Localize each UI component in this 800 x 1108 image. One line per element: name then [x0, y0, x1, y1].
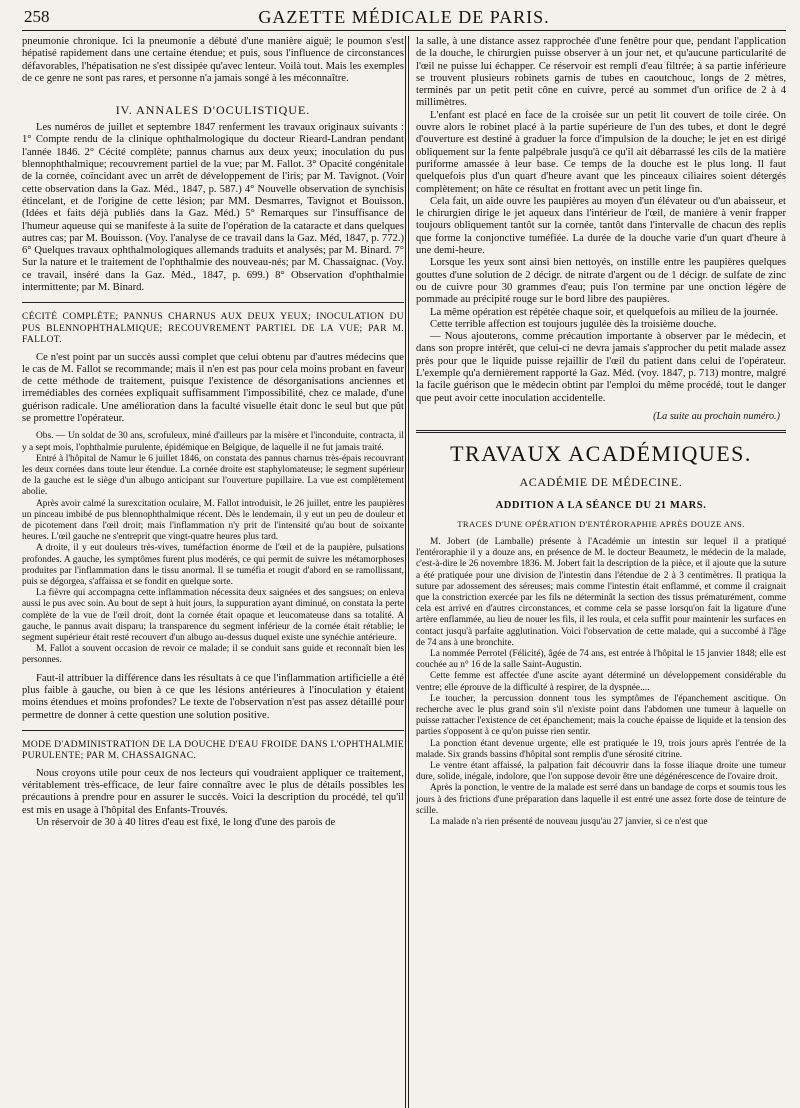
article-heading: TRACES D'UNE OPÉRATION D'ENTÉRORAPHIE APRÈS DOUZE ANS.: [457, 518, 745, 529]
paragraph: M. Jobert (de Lamballe) présente à l'Académie un intestin sur lequel il a pratiqué l'entéroraphie il y a douze ans, en présence de M. le docteur Beaumetz, le médecin de la malade, c'est-à-dire le 26 novembre 1836. M. Jobert fait la description de la pièce, et il ajoute que la suture a été pratiquée pour une division de l'intestin dans l'étendue de 2 à 3 centimètres. Il pratiqua la suture par adossement des séreuses; mais comme l'intestin était enflammé, et comme il craignait que la constriction exercée par les fils ne déterminât la section des tissus prématurément, comme cela est arrivé en d'autres circonstances, et comme cela se passe lorsqu'on fait la ligature d'une artère enflammée, au lieu de nouer les fils, il les roula, et cela suffit pour maintenir les surfaces en contact jusqu'à parfaite agglutination. Voici l'observation de cette malade, qui a succombé à l'âge de 74 ans à une bronchite.: [416, 536, 786, 648]
paragraph: Cette femme est affectée d'une ascite ayant déterminé un développement considérable du ventre; elle éprouve de la difficulté à respirer, de la dyspnée....: [416, 671, 786, 693]
paragraph: la salle, à une distance assez rapprochée d'une fenêtre pour que, pendant l'application de la douche, le chirurgien puisse observer à un jour net, et qu'aucune particularité de l'œil ne puisse lui échapper. Ce réservoir est rempli d'eau filtrée; à sa partie inférieure se trouvent plusieurs robinets garnis de tubes en caoutchouc, longs de 2 mètres, terminés par un petit petit cône en cuivre, percé au sommet d'un orifice de 2 à 4 millimètres.: [416, 36, 786, 109]
paragraph: Cette terrible affection est toujours jugulée dès la troisième douche.: [430, 318, 717, 330]
paragraph: pneumonie chronique. Ici la pneumonie a débuté d'une manière aiguë; le poumon s'est hépatisé rapidement dans une certaine étendue; et puis, sous l'influence de circonstances défavorables, l'hépatisation ne s'est dissipée qu'avec lenteur. Voilà tout. Mais les exemples de ce genre ne sont pas rares, et personne n'a jamais songé à les méconnaître.: [22, 36, 404, 84]
observation-paragraph: M. Fallot a souvent occasion de revoir ce malade; il se conduit sans guide et reconnaît bien les personnes.: [22, 644, 404, 666]
paragraph: — Nous ajouterons, comme précaution importante à observer par le médecin, et dans son propre intérêt, que celui-ci ne devra jamais s'approcher du petit malade assez près pour que le liquide puisse rejaillir de l'œil du patient dans celui de l'opérateur. L'exemple qu'a dernièrement rapporté la Gaz. Méd. (voy. 1847, p. 713) montre, malgré la facile guérison que le médecin obtint par l'emploi du même procédé, tout le danger que peut avoir cette inoculation accidentelle.: [416, 331, 786, 404]
paragraph: Après la ponction, le ventre de la malade est serré dans un bandage de corps et soumis tous les jours à des frictions d'une préparation dans laquelle il est entré une assez forte dose de teinture de scille.: [416, 783, 786, 816]
observation-paragraph: La fièvre qui accompagna cette inflammation nécessita deux saignées et des sangsues; on enleva aussi le pus avec soin. Au bout de sept à huit jours, la suppuration ayant diminué, on constata la perte complète de la vue de l'œil droit, dont la cornée était opaque et leucomateuse dans sa totalité. A gauche, le pannus avait disparu; la transparence du segment inférieur de la cornée était rétablie; le segment supérieur était resté recouvert d'un albugo au-dessus duquel existe une synéchie antérieure.: [22, 588, 404, 643]
paragraph: La malade n'a rien présenté de nouveau jusqu'au 27 janvier, si ce n'est que: [430, 816, 708, 827]
paragraph: Cela fait, un aide ouvre les paupières au moyen d'un élévateur ou d'un abaisseur, et le chirurgien dirige le jet aqueux dans l'intérieur de l'œil, de manière à venir frapper toujours obliquement tantôt sur la cornée, tantôt dans l'intervalle de chacun des replis que forme la conjonctive tuméfiée. La durée de la douche varie d'un quart d'heure à une demi-heure.: [416, 195, 786, 257]
journal-title: GAZETTE MÉDICALE DE PARIS.: [258, 7, 550, 27]
right-column: [416, 36, 786, 1108]
paragraph: La nommée Perrotel (Félicité), âgée de 74 ans, est entrée à l'hôpital le 15 janvier 1848; elle est couchée au n° 16 de la salle Saint-Augustin.: [416, 648, 786, 671]
section-title: IV. ANNALES D'OCULISTIQUE.: [115, 103, 311, 118]
article-heading: CÉCITÉ COMPLÈTE; PANNUS CHARNUS AUX DEUX YEUX; INOCULATION DU PUS BLENNOPHTHALMIQUE; RECOUVREMENT PARTIEL DE LA VUE; PAR M. FALLOT.: [22, 311, 404, 346]
paragraph: Lorsque les yeux sont ainsi bien nettoyés, on instille entre les paupières quelques gouttes d'une solution de 2 décigr. de nitrate d'argent ou de 1 décigr. de sulfate de zinc ou de cuivre pour 30 grammes d'eau; puis l'on termine par une onction légère de pommade au précipité rouge sur le bord libre des paupières.: [416, 257, 786, 306]
paragraph: Les numéros de juillet et septembre 1847 renferment les travaux originaux suivants : 1° Compte rendu de la clinique ophthalmologique du docteur Rieard-Landran pendant l'année 1846. 2° Cécité complète; pannus charnus aux deux yeux; inoculation du pus blennophthalmique; recouvrement partiel de la vue; par M. Fallot. 3° Opacité congénitale de la cornée, coïncidant avec un arrêt de développement de l'iris; par M. Tavignot. (Voir cette observation dans la Gaz. Méd., 1847, p. 587.) 4° Nouvelle observation de synchisis étincelant, et de l'origine de cette lésion; par MM. Desmarres, Tavignot et Bouisson. (Idées et faits déjà publiés dans la Gaz. Méd.) 5° Remarques sur l'insuffisance de l'humeur aqueuse qui se manifeste à la suite de l'opération de la cataracte et dans quelques autres cas; par M. Bouisson. (Voy. l'analyse de ce travail dans la Gaz. Méd, 1847, p. 772.) 6° Quelques travaux ophthalmologiques allemands traduits et analysés; par M. Binard. 7° Sur la nature et le traitement de l'ophthalmie des nouveau-nés; par M. Chassaignac. (Voy. ce travail, inséré dans la Gaz. Méd., 1847, p. 699.) 8° Observation d'ophthalmie intermittente; par M. Binard.: [22, 122, 404, 294]
observation-paragraph: A droite, il y eut douleurs très-vives, tuméfaction énorme de l'œil et de la paupière, pulsations profondes. A gauche, les symptômes furent plus modérés, ce qui permit de suivre les métamorphoses produites par l'inflammation dans le tissu anormal. Il se tuméfia et rougit d'abord en se ramollissant, puis se dégorgea, s'affaissa et se fondit en quelque sorte.: [22, 543, 404, 587]
paragraph: Le ventre étant affaissé, la palpation fait découvrir dans la fosse iliaque droite une tumeur dure, solide, inégale, indolore, que l'on suppose devoir être une dégénérescence de l'ovaire droit.: [416, 760, 786, 783]
section-title: TRAVAUX ACADÉMIQUES.: [450, 440, 752, 466]
divider: [22, 302, 404, 303]
article-heading: MODE D'ADMINISTRATION DE LA DOUCHE D'EAU FROIDE DANS L'OPHTHALMIE PURULENTE; PAR M. CHASSAIGNAC.: [22, 738, 404, 762]
page-number: 258: [24, 7, 50, 26]
divider: [416, 430, 786, 433]
paragraph: La même opération est répétée chaque soir, et quelquefois au milieu de la journée.: [430, 306, 779, 318]
subsection-title: ACADÉMIE DE MÉDECINE.: [519, 474, 683, 489]
paragraph: Ce n'est point par un succès aussi complet que celui obtenu par d'autres médecins que le cas de M. Fallot se recommande; mais il n'en est pas pour cela moins probant en faveur de cette méthode de traitement, puisque l'existence de désorganisations anciennes et irremédiables des cornées expliquait suffisamment l'impossibilité, chez ce malade, d'une guérison radicale. Une amélioration dans la faculté visuelle était donc le seul but que pût se promettre l'opérateur.: [22, 351, 404, 425]
observation-paragraph: Entré à l'hôpital de Namur le 6 juillet 1846, on constata des pannus charnus très-épais recouvrant les deux cornées dans toute leur étendue. La cornée droite est staphylomateuse; le segment supérieur de la gauche est le siège d'un albugo anticipant sur l'ouverture pupillaire. La vue est complètement abolie.: [22, 453, 404, 498]
session-title: ADDITION A LA SÉANCE DU 21 MARS.: [495, 499, 707, 511]
page-header: [22, 4, 786, 31]
observation-paragraph: Après avoir calmé la surexcitation oculaire, M. Fallot introduisit, le 26 juillet, entre les paupières un pinceau imbibé de pus blennophthalmique récent. Dès le lendemain, il y eut un peu de douleur et de picotement dans l'œil droit; mais l'inflammation n'y prit de l'intensité qu'au bout de soixante heures. L'œil gauche ne s'entreprit que vingt-quatre heures plus tard.: [22, 498, 404, 543]
observation-paragraph: Obs. — Un soldat de 30 ans, scrofuleux, miné d'ailleurs par la misère et l'inconduite, contracta, il y a sept mois, l'ophthalmie purulente, épidémique en Belgique, de laquelle il ne fut jamais traité.: [22, 431, 404, 453]
paragraph: L'enfant est placé en face de la croisée sur un petit lit couvert de toile cirée. On ouvre alors le robinet placé à la partie supérieure de l'un des tubes, et dont le degré d'ouverture est destiné à graduer la force d'impulsion de la douche; le jet en est dirigé obliquement sur la fente palpébrale jusqu'à ce qu'il ait débarrassé les cils de la matière puriforme amassée à leur base. Ce temps de la douche est le plus long. Il faut quelquefois plus d'un quart d'heure avant que les pinceaux ciliaires soient détergés complètement; on hâte ce résultat en frottant avec un petit linge fin.: [416, 109, 786, 195]
paragraph: Faut-il attribuer la différence dans les résultats à ce que l'inflammation artificielle a été plus faible à gauche, ou bien à ce que les lésions antérieures à l'inoculation y étaient moins étendues et moins profondes? Le texte de l'observation n'est pas assez détaillé pour permettre de donner à cette question une solution positive.: [22, 672, 404, 721]
divider: [22, 730, 404, 731]
paragraph: Un réservoir de 30 à 40 litres d'eau est fixé, le long d'une des parois de: [36, 816, 336, 828]
paragraph: Le toucher, la percussion donnent tous les symptômes de l'épanchement ascitique. On recherche avec le plus grand soin s'il n'existe point dans l'abdomen une tumeur à laquelle on puisse rattacher l'existence de cet épanchement; mais la couche épaisse de liquide et la tension des parties s'opposent à ce qu'on puisse rien sentir.: [416, 693, 786, 738]
continuation-note: (La suite au prochain numéro.): [653, 410, 780, 422]
left-column: [22, 36, 404, 1108]
paragraph: Nous croyons utile pour ceux de nos lecteurs qui voudraient appliquer ce traitement, véritablement très-efficace, de leur faire connaître avec le plus de détails possibles les précautions à prendre pour en assurer le succès. Voici la description du procédé, tel qu'il est mis en usage à l'hôpital des Enfants-Trouvés.: [22, 767, 404, 816]
columns: [22, 36, 786, 1108]
paragraph: La ponction étant devenue urgente, elle est pratiquée le 19, trois jours après l'entrée de la malade. Six grands bassins d'hôpital sont remplis d'une sérosité citrine.: [416, 738, 786, 760]
